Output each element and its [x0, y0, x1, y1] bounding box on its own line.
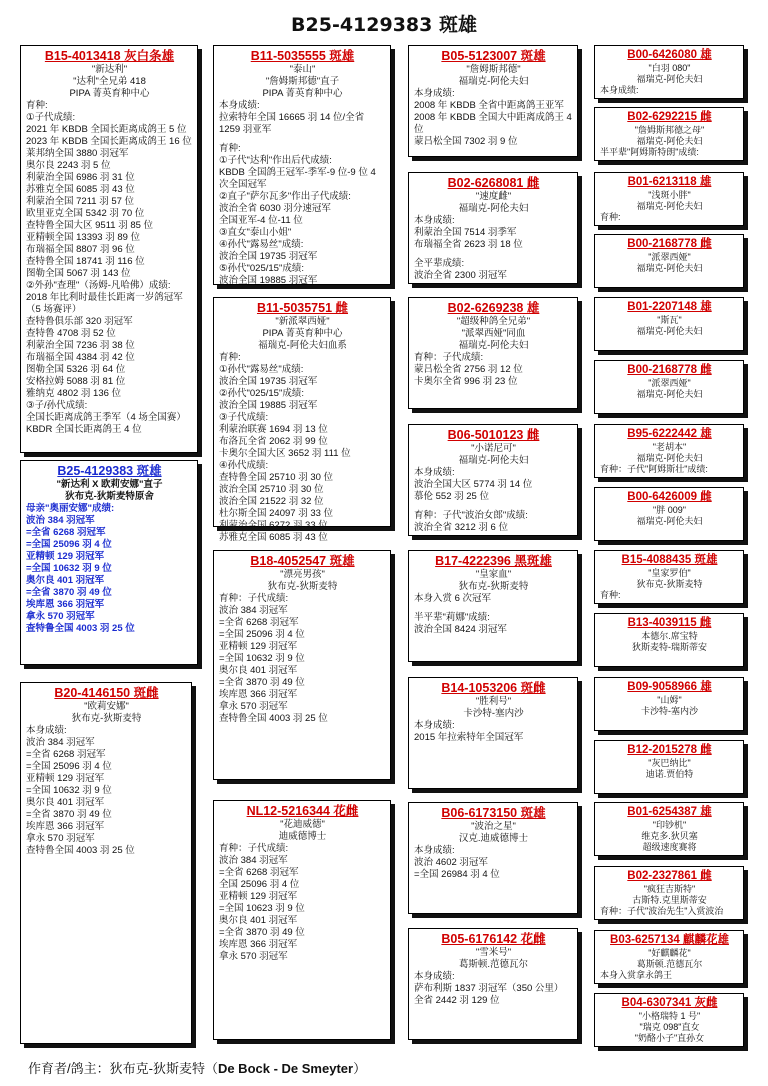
- bird-info: 卡沙特-塞内沙: [641, 706, 698, 716]
- bird-info: "詹姆斯邦德之母": [634, 125, 705, 135]
- bird-info: 福瑞克-阿伦夫妇: [636, 201, 703, 211]
- card-g4-9: [594, 550, 744, 604]
- card-g4-1: [594, 45, 744, 99]
- bird-info: 福瑞克-阿伦夫妇: [458, 76, 529, 87]
- bird-info: 古斯特.克里斯蒂安: [632, 895, 707, 905]
- result-line: 奥尔良 401 羽冠军: [219, 915, 298, 926]
- result-line: 本身成绩:: [219, 100, 260, 111]
- result-line: 育种:: [26, 100, 48, 111]
- result-line: =全省 6268 羽冠军: [26, 527, 106, 538]
- bird-info: 福瑞克-阿伦夫妇: [636, 263, 703, 273]
- result-line: 波治全省 3212 羽 6 位: [414, 522, 508, 533]
- result-line: 全国 25096 羽 4 位: [219, 879, 300, 890]
- card-g4-3: [594, 172, 744, 226]
- bird-info: "新派翠西娅": [275, 316, 330, 327]
- ring-number: B20-4146150 斑雌: [54, 686, 159, 700]
- result-line: 慕伦 552 羽 25 位: [414, 491, 489, 502]
- bird-info: 福瑞克-阿伦夫妇血系: [258, 340, 347, 351]
- result-line: =全国 25096 羽 4 位: [219, 629, 305, 640]
- result-line: 亚精顿 129 羽冠军: [219, 641, 298, 652]
- result-line: 查特鲁全国 4003 羽 25 位: [26, 623, 135, 634]
- bird-info: "漂亮男孩": [280, 569, 325, 580]
- ring-number: B15-4088435 斑雄: [621, 554, 718, 566]
- result-line: =全省 3870 羽 49 位: [26, 809, 112, 820]
- bird-info: "斯瓦": [657, 315, 682, 325]
- result-line: 亚精顿 129 羽冠军: [26, 773, 105, 784]
- result-line: 波治全国 19735 羽冠军: [219, 251, 318, 262]
- result-line: 半平辈"莉娜"成绩:: [414, 612, 490, 623]
- bird-info: "欧莉安娜": [84, 701, 129, 712]
- bird-info: "花迪威德": [280, 819, 325, 830]
- result-line: 波治全国 21522 羽 32 位: [219, 496, 324, 507]
- result-line: 波治 384 羽冠军: [219, 605, 288, 616]
- ring-number: B01-2207148 雄: [627, 301, 712, 313]
- result-line: 全国长距离成鸽王季军（4 场全国赛）: [26, 412, 186, 423]
- result-line: 母亲"奥丽安娜"成绩:: [26, 503, 115, 514]
- result-line: 半平辈"阿姆斯特朗"成绩:: [600, 147, 699, 157]
- footer-breeder-name: De Bock - De Smeyter: [217, 1061, 354, 1076]
- ring-number: B00-2168778 雌: [627, 238, 712, 250]
- result-line: 波治 384 羽冠军: [219, 855, 288, 866]
- result-line: =全国 26984 羽 4 位: [414, 869, 500, 880]
- bird-info: 狄布克-狄斯麦特: [636, 579, 703, 589]
- result-line: 波治全省 2300 羽冠军: [414, 270, 507, 281]
- bird-info: "白羽 080": [648, 63, 691, 73]
- bird-info: "超级种鸽全兄弟": [456, 316, 531, 327]
- card-sire-dam-sire: [408, 297, 578, 409]
- result-line: ④孙代成绩:: [219, 460, 269, 471]
- ring-number: B05-6176142 花雌: [441, 932, 546, 946]
- result-line: 波治 384 羽冠军: [26, 515, 95, 526]
- bird-info: 福瑞克-阿伦夫妇: [458, 203, 529, 214]
- result-line: ⑤孙代"025/15"成绩:: [219, 263, 304, 274]
- ring-number: B02-6292215 雌: [627, 111, 712, 123]
- result-line: =全国 10632 羽 9 位: [219, 653, 305, 664]
- result-line: 波治 4602 羽冠军: [414, 857, 488, 868]
- bird-info: 福瑞克-阿伦夫妇: [458, 455, 529, 466]
- result-line: 2023 年 KBDB 全国长距离成鸽王 16 位: [26, 136, 192, 147]
- ring-number: B25-4129383 斑雄: [57, 464, 162, 478]
- bird-info: 狄斯麦特-瑞斯蒂安: [632, 642, 707, 652]
- card-g4-14: [594, 866, 744, 920]
- result-line: ②直子"萨尔瓦多"作出子代成绩:: [219, 191, 351, 202]
- bird-info: "新达利": [91, 64, 128, 75]
- result-line: 杜尔斯全国 24097 羽 33 位: [219, 508, 334, 519]
- bird-info: "雪米号": [475, 947, 512, 958]
- footer-suffix: ）: [353, 1061, 367, 1076]
- bird-info: "詹姆斯邦德"直子: [265, 76, 340, 87]
- result-line: 育种:: [600, 212, 621, 222]
- ring-number: B11-5035555 斑雄: [250, 49, 355, 63]
- card-dam-dam-sire: [408, 802, 578, 914]
- result-line: 本身入赏 6 次冠军: [414, 593, 492, 604]
- result-line: 拿永 570 羽冠军: [219, 701, 288, 712]
- bird-info: 迪诺.贾伯特: [645, 769, 694, 779]
- ring-number: B02-6269238 雄: [447, 301, 540, 315]
- bird-info: 狄布克-狄斯麦特原舍: [65, 491, 154, 502]
- result-line: 育种:: [219, 143, 241, 154]
- card-g4-5: [594, 297, 744, 351]
- bird-info: "达利"全兄弟 418: [73, 76, 146, 87]
- bird-info: "瑞克 098"直女: [639, 1022, 700, 1032]
- footer-breeder: [28, 1058, 366, 1077]
- result-line: 波治全国 19885 羽冠军: [219, 275, 318, 286]
- result-line: ②外孙"查理"（汤姆-凡哈佛）成绩:: [26, 280, 171, 291]
- result-line: =全省 6268 羽冠军: [219, 617, 299, 628]
- result-line: 苏雅克全国 6085 羽 43 位: [219, 532, 328, 543]
- result-line: 安格拉姆 5088 羽 81 位: [26, 376, 126, 387]
- result-line: 2015 年拉索特年全国冠军: [414, 732, 524, 743]
- card-sire-sire: [213, 45, 391, 285]
- result-line: 本身成绩:: [414, 88, 455, 99]
- card-sire-sire-dam: [408, 172, 578, 284]
- bird-info: 迪威德博士: [278, 831, 327, 842]
- result-line: 埃库恩 366 羽冠军: [26, 599, 105, 610]
- result-line: 本身入赏拿永鸽王: [600, 970, 673, 980]
- bird-info: 福瑞克-阿伦夫妇: [636, 74, 703, 84]
- card-dam-dam-dam: [408, 928, 578, 1040]
- card-dam-dam: [213, 800, 391, 1040]
- bird-info: "波治之星": [471, 821, 516, 832]
- card-sire-sire-sire: [408, 45, 578, 157]
- result-line: 本身成绩:: [600, 85, 639, 95]
- result-line: =全国 10632 羽 9 位: [26, 785, 112, 796]
- ring-number: B04-6307341 灰雌: [621, 997, 718, 1009]
- result-line: 欧里亚克全国 5342 羽 70 位: [26, 208, 145, 219]
- bird-info: 福瑞克-阿伦夫妇: [636, 516, 703, 526]
- card-g4-10: [594, 613, 744, 667]
- result-line: 查特鲁 4708 羽 52 位: [26, 328, 116, 339]
- bird-info: 福瑞克-阿伦夫妇: [636, 453, 703, 463]
- spacer: [414, 251, 573, 258]
- result-line: 2008 年 KBDB 全省中距离鸽王亚军: [414, 100, 564, 111]
- result-line: 育种:: [219, 352, 241, 363]
- result-line: 苏雅克全国 6085 羽 43 位: [26, 184, 135, 195]
- card-g4-12: [594, 740, 744, 794]
- result-line: 育种：子代"阿姆斯壮"成绩:: [600, 464, 708, 474]
- bird-info: 本德尔.席宝特: [641, 631, 698, 641]
- card-g4-16: [594, 993, 744, 1047]
- bird-info: "皇家血": [475, 569, 512, 580]
- card-dam-sire: [213, 550, 391, 780]
- result-line: 亚精顿全国 13393 羽 89 位: [26, 232, 141, 243]
- bird-info: 福瑞克-阿伦夫妇: [636, 326, 703, 336]
- card-dam-sire-dam: [408, 677, 578, 789]
- bird-info: "派翠西娅"同血: [461, 328, 526, 339]
- ring-number: B18-4052547 斑雄: [250, 554, 355, 568]
- bird-info: 狄布克-狄斯麦特: [71, 713, 142, 724]
- ring-number: B14-1053206 斑雌: [441, 681, 546, 695]
- ring-number: B05-5123007 斑雄: [441, 49, 546, 63]
- result-line: 育种:: [600, 590, 621, 600]
- card-dam-sire-sire: [408, 550, 578, 662]
- card-dam: [20, 682, 192, 1044]
- result-line: 布瑞福全国 8807 羽 96 位: [26, 244, 135, 255]
- bird-info: 维克多.狄贝塞: [641, 831, 698, 841]
- ring-number: B00-2168778 雌: [627, 364, 712, 376]
- result-line: 亚精顿 129 羽冠军: [26, 551, 105, 562]
- result-line: 利蒙治全国 7514 羽季军: [414, 227, 517, 238]
- result-line: 奥尔良 401 羽冠军: [26, 797, 105, 808]
- bird-info: 狄布克-狄斯麦特: [458, 581, 529, 592]
- result-line: 2008 年 KBDB 全国大中距离成鸽王 4 位: [414, 112, 572, 135]
- result-line: 奥尔良 401 羽冠军: [219, 665, 298, 676]
- ring-number: B02-6268081 雌: [447, 176, 540, 190]
- result-line: 2018 年比利时最佳长距离一岁鸽冠军（5 场赛评）: [26, 292, 183, 315]
- result-line: 育种：子代成绩:: [219, 593, 289, 604]
- result-line: ①孙代"露易丝"成绩:: [219, 364, 304, 375]
- ring-number: B09-9058966 雄: [627, 681, 712, 693]
- result-line: =全国 10632 羽 9 位: [26, 563, 112, 574]
- result-line: 育种：子代"波治先生"入赏波治: [600, 906, 724, 916]
- card-sire-dam-dam: [408, 424, 578, 536]
- ring-number: B01-6213118 雄: [627, 176, 712, 188]
- result-line: 蒙吕松全国 7302 羽 9 位: [414, 136, 518, 147]
- card-g4-6: [594, 360, 744, 414]
- bird-info: "好麒麟花": [648, 948, 691, 958]
- result-line: ③直女"泰山小姐": [219, 227, 292, 238]
- spacer: [219, 136, 386, 143]
- footer-prefix: 作育者/鸽主：狄布克-狄斯麦特（: [28, 1061, 218, 1076]
- result-line: 全省 2442 羽 129 位: [414, 995, 500, 1006]
- result-line: 萨布利斯 1837 羽冠军（350 公里）: [414, 983, 564, 994]
- result-line: 波治全国 19885 羽冠军: [219, 400, 318, 411]
- bird-info: "皇家罗伯": [648, 568, 691, 578]
- result-line: =全省 6268 羽冠军: [26, 749, 106, 760]
- result-line: 卡奥尔全省 996 羽 23 位: [414, 376, 518, 387]
- spacer: [414, 503, 573, 510]
- result-line: 图勒全国 5067 羽 143 位: [26, 268, 131, 279]
- result-line: 本身成绩:: [414, 720, 455, 731]
- result-line: 育种：子代成绩:: [219, 843, 289, 854]
- card-g4-2: [594, 107, 744, 161]
- result-line: 埃库恩 366 羽冠军: [26, 821, 105, 832]
- result-line: 波治全国大区 5774 羽 14 位: [414, 479, 533, 490]
- result-line: 波治全国 8424 羽冠军: [414, 624, 507, 635]
- result-line: 埃库恩 366 羽冠军: [219, 689, 298, 700]
- ring-number: B12-2015278 雌: [627, 744, 712, 756]
- card-g4-13: [594, 802, 744, 856]
- result-line: 布瑞福全国 4384 羽 42 位: [26, 352, 135, 363]
- bird-info: 卡沙特-塞内沙: [463, 708, 524, 719]
- card-sire: [20, 45, 198, 453]
- result-line: =全国 25096 羽 4 位: [26, 761, 112, 772]
- bird-info: "胜利号": [475, 696, 512, 707]
- bird-info: PIPA 菁英育种中心: [69, 88, 150, 99]
- bird-info: "小诺尼可": [471, 443, 516, 454]
- ring-number: B17-4222396 黑斑雄: [435, 554, 552, 568]
- ring-number: B06-5010123 雌: [447, 428, 540, 442]
- result-line: 本身成绩:: [414, 215, 455, 226]
- bird-info: "疯狂吉斯特": [643, 884, 696, 894]
- result-line: 育种：子代成绩:: [414, 352, 484, 363]
- result-line: ①子代成绩:: [26, 112, 76, 123]
- ring-number: NL12-5216344 花雌: [246, 804, 359, 818]
- ring-number: B13-4039115 雌: [627, 617, 712, 629]
- ring-number: B01-6254387 雄: [627, 806, 712, 818]
- bird-info: "新达利 X 欧莉安娜"直子: [56, 479, 163, 490]
- bird-info: "奶酪小子"直孙女: [634, 1033, 705, 1043]
- result-line: 波治全国 19735 羽冠军: [219, 376, 318, 387]
- ring-number: B00-6426080 雄: [627, 49, 712, 61]
- bird-info: 福瑞克-阿伦夫妇: [458, 340, 529, 351]
- ring-number: B03-6257134 麒麟花雄: [610, 934, 729, 946]
- result-line: 埃库恩 366 羽冠军: [219, 939, 298, 950]
- result-line: 利蒙治全国 7236 羽 38 位: [26, 340, 135, 351]
- result-line: 查特鲁俱乐部 320 羽冠军: [26, 316, 133, 327]
- spacer: [414, 605, 573, 612]
- bird-info: "小格瑞特 1 号": [638, 1011, 701, 1021]
- bird-info: "灰巴纳比": [648, 758, 691, 768]
- bird-info: "派翠西娅": [648, 252, 691, 262]
- bird-info: "老胡本": [652, 442, 687, 452]
- card-g4-8: [594, 487, 744, 541]
- result-line: 本身成绩:: [414, 971, 455, 982]
- result-line: 本身成绩:: [414, 467, 455, 478]
- card-sire-dam: [213, 297, 391, 543]
- result-line: 拿永 570 羽冠军: [219, 951, 288, 962]
- bird-info: 葛斯顿.范德瓦尔: [458, 959, 529, 970]
- result-line: 查特鲁全国 25710 羽 30 位: [219, 472, 334, 483]
- result-line: ③子/孙代成绩:: [26, 400, 88, 411]
- result-line: =全省 3870 羽 49 位: [26, 587, 112, 598]
- result-line: 查特鲁全国 18741 羽 116 位: [26, 256, 145, 267]
- result-line: KBDR 全国长距离鸽王 4 位: [26, 424, 142, 435]
- result-line: 亚精顿 129 羽冠军: [219, 891, 298, 902]
- bird-info: PIPA 菁英育种中心: [262, 328, 343, 339]
- result-line: =全省 6268 羽冠军: [219, 867, 299, 878]
- result-line: 拿永 570 羽冠军: [26, 833, 95, 844]
- bird-info: 葛斯顿.范德瓦尔: [636, 959, 703, 969]
- result-line: 查特鲁全国 4003 羽 25 位: [219, 713, 328, 724]
- result-line: 利蒙治联赛 1694 羽 13 位: [219, 424, 328, 435]
- result-line: ③子代成绩:: [219, 412, 269, 423]
- result-line: =全国 10623 羽 9 位: [219, 903, 305, 914]
- ring-number: B06-6173150 斑雄: [441, 806, 546, 820]
- bird-info: 狄布克-狄斯麦特: [267, 581, 338, 592]
- card-g4-4: [594, 234, 744, 288]
- result-line: 奥尔良 401 羽冠军: [26, 575, 105, 586]
- bird-info: "詹姆斯邦德": [466, 64, 521, 75]
- result-line: ①子代"达利"作出后代成绩:: [219, 155, 332, 166]
- bird-info: "印钞机": [652, 820, 687, 830]
- ring-number: B15-4013418 灰白条雄: [44, 49, 175, 63]
- result-line: =全省 3870 羽 49 位: [219, 677, 305, 688]
- page-title: B25-4129383 斑雄: [291, 14, 477, 36]
- result-line: 育种：子代"波治女郎"成绩:: [414, 510, 528, 521]
- result-line: 全国亚军-4 位-11 位: [219, 215, 303, 226]
- result-line: 拿永 570 羽冠军: [26, 611, 95, 622]
- ring-number: B95-6222442 雄: [627, 428, 712, 440]
- result-line: 全平辈成绩:: [414, 258, 465, 269]
- result-line: 波治全国 25710 羽 30 位: [219, 484, 324, 495]
- bird-info: "胖 009": [653, 505, 686, 515]
- result-line: =全省 3870 羽 49 位: [219, 927, 305, 938]
- result-line: 拉索特年全国 16665 羽 14 位/全省 1259 羽亚军: [219, 112, 365, 135]
- ring-number: B00-6426009 雌: [627, 491, 712, 503]
- bird-info: "浅斑小胖": [648, 190, 691, 200]
- result-line: 奥尔良 2243 羽 5 位: [26, 160, 111, 171]
- result-line: 莱邦纳全国 3880 羽冠军: [26, 148, 129, 159]
- result-line: 利蒙治全国 6272 羽 33 位: [219, 520, 328, 531]
- bird-info: 汉克.迪威德博士: [458, 833, 529, 844]
- result-line: ④孙代"露易丝"成绩:: [219, 239, 304, 250]
- bird-info: "派翠西娅": [648, 378, 691, 388]
- card-subject: [20, 460, 198, 665]
- bird-info: "山姆": [657, 695, 682, 705]
- ring-number: B11-5035751 雌: [256, 301, 349, 315]
- result-line: 利蒙治全国 6986 羽 31 位: [26, 172, 135, 183]
- result-line: 利蒙治全国 7211 羽 57 位: [26, 196, 135, 207]
- card-g4-15: [594, 930, 744, 984]
- bird-info: 超级速度赛将: [642, 842, 697, 852]
- result-line: KBDB 全国鸽王冠军-季军-9 位-9 位 4 次全国冠军: [219, 167, 376, 190]
- result-line: ②孙代"025/15"成绩:: [219, 388, 304, 399]
- result-line: 2021 年 KBDB 全国长距离成鸽王 5 位: [26, 124, 187, 135]
- result-line: 波治全省 6030 羽分速冠军: [219, 203, 331, 214]
- result-line: 查特鲁全国大区 9511 羽 85 位: [26, 220, 154, 231]
- card-g4-11: [594, 677, 744, 731]
- result-line: =全国 25096 羽 4 位: [26, 539, 112, 550]
- result-line: 本身成绩:: [414, 845, 455, 856]
- result-line: 蒙吕松全省 2756 羽 12 位: [414, 364, 523, 375]
- bird-info: "速度雌": [475, 191, 512, 202]
- bird-info: "泰山": [289, 64, 316, 75]
- bird-info: PIPA 菁英育种中心: [262, 88, 343, 99]
- result-line: 雅纳克 4802 羽 136 位: [26, 388, 122, 399]
- card-g4-7: [594, 424, 744, 478]
- result-line: 波治 384 羽冠军: [26, 737, 95, 748]
- ring-number: B02-2327861 雌: [627, 870, 712, 882]
- result-line: 布瑞福全省 2623 羽 18 位: [414, 239, 523, 250]
- result-line: 卡奥尔全国大区 3652 羽 111 位: [219, 448, 351, 459]
- result-line: 布洛瓦全省 2062 羽 99 位: [219, 436, 328, 447]
- bird-info: 福瑞克-阿伦夫妇: [636, 136, 703, 146]
- result-line: 本身成绩:: [26, 725, 67, 736]
- bird-info: 福瑞克-阿伦夫妇: [636, 389, 703, 399]
- result-line: 图勒全国 5326 羽 64 位: [26, 364, 126, 375]
- result-line: 查特鲁全国 4003 羽 25 位: [26, 845, 135, 856]
